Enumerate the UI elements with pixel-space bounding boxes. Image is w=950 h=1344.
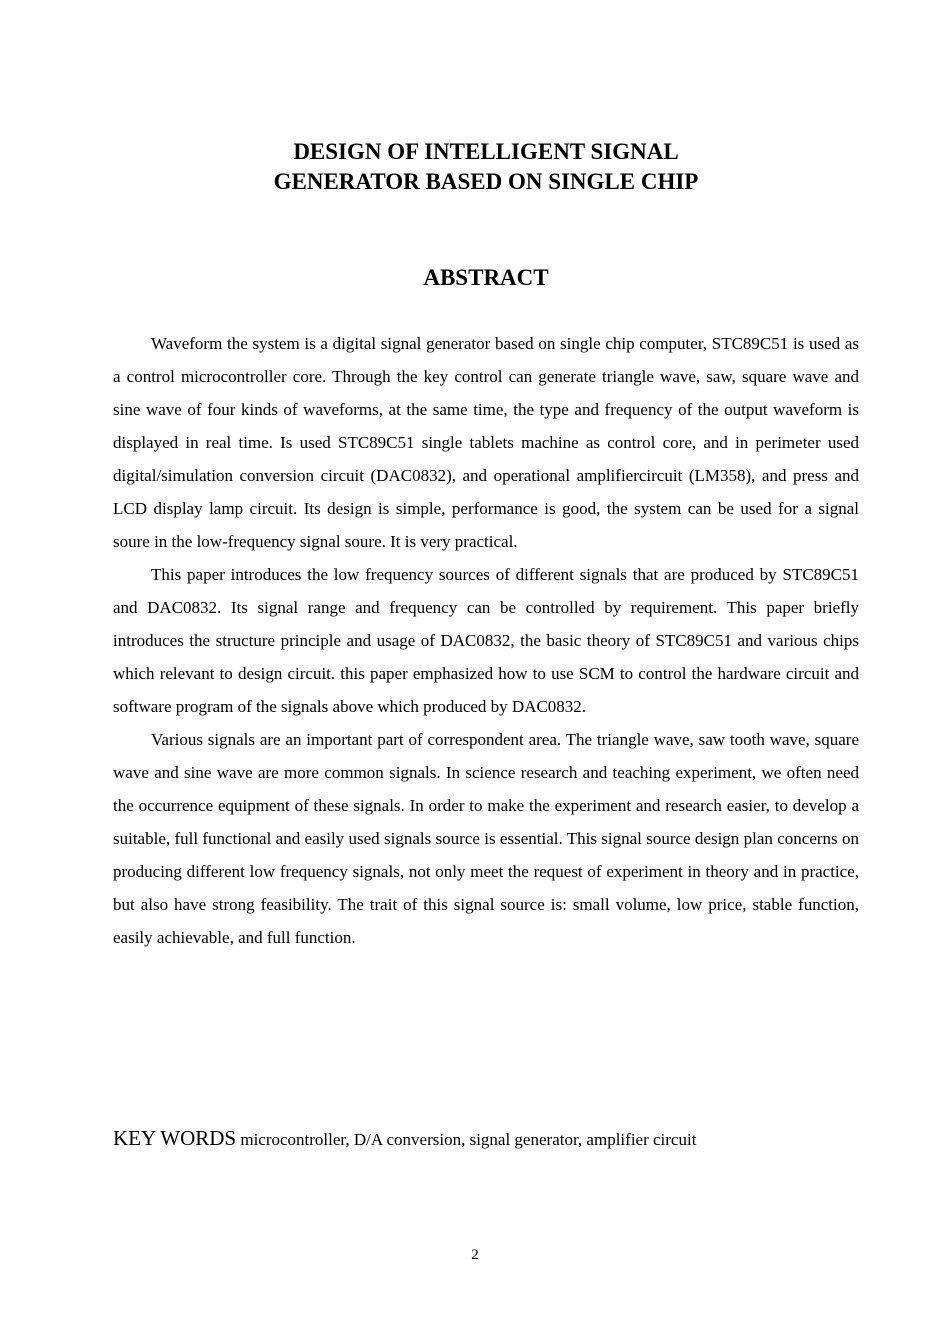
paper-title-line-2: GENERATOR BASED ON SINGLE CHIP (273, 169, 699, 194)
abstract-paragraph-1: Waveform the system is a digital signal generator based on single chip computer, STC89C51 is used as a control microcontroller core. Through the key control can generate triangle wave, saw, square wave and sine wave of four kinds of waveforms, at the same time, the type and frequency of the output waveform is displayed in real time. Is used STC89C51 single tablets machine as control core, and in perimeter used digital/simulation conversion circuit (DAC0832), and operational amplifiercircuit (LM358), and press and LCD display lamp circuit. Its design is simple, performance is good, the system can be used for a signal soure in the low-frequency signal soure. It is very practical. (113, 334, 859, 551)
abstract-heading: ABSTRACT (423, 265, 549, 290)
abstract-paragraph-3: Various signals are an important part of correspondent area. The triangle wave, saw tooth wave, square wave and sine wave are more common signals. In science research and teaching experiment, we often need the occurrence equipment of these signals. In order to make the experiment and research easier, to develop a suitable, full functional and easily used signals source is essential. This signal source design plan concerns on producing different low frequency signals, not only meet the request of experiment in theory and in practice, but also have strong feasibility. The trait of this signal source is: small volume, low price, stable function, easily achievable, and full function. (113, 730, 859, 947)
paper-title (113, 137, 859, 197)
abstract-body (113, 327, 859, 954)
keywords-line (113, 1123, 859, 1155)
abstract-paragraph-2: This paper introduces the low frequency sources of different signals that are produced by STC89C51 and DAC0832. Its signal range and frequency can be controlled by requirement. This paper briefly introduces the structure principle and usage of DAC0832, the basic theory of STC89C51 and various chips which relevant to design circuit. this paper emphasized how to use SCM to control the hardware circuit and software program of the signals above which produced by DAC0832. (113, 565, 859, 716)
page-number: 2 (471, 1247, 479, 1263)
keywords-label: KEY WORDS (113, 1126, 237, 1150)
keywords-text: microcontroller, D/A conversion, signal generator, amplifier circuit (240, 1130, 697, 1149)
paper-title-line-1: DESIGN OF INTELLIGENT SIGNAL (293, 139, 679, 164)
